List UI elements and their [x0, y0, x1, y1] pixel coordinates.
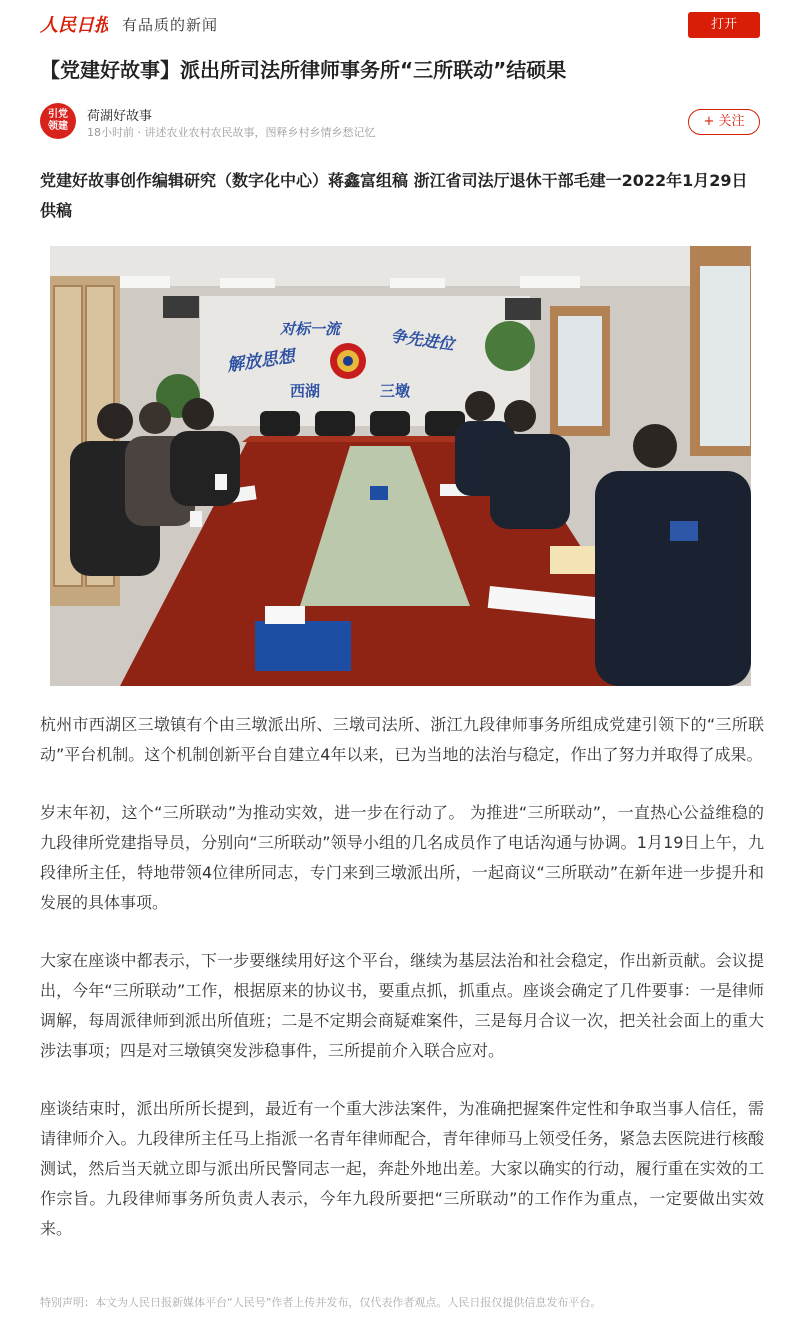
- article-title: 【党建好故事】派出所司法所律师事务所“三所联动”结硕果: [40, 58, 567, 82]
- banner-text-right: 争先进位: [389, 326, 456, 354]
- avatar-line-1: 引党: [48, 109, 68, 120]
- top-bar: [0, 0, 800, 50]
- banner-text-left: 解放思想: [225, 346, 297, 376]
- banner-text-middle: 对标一流: [280, 320, 341, 338]
- sign-sandun: 三墩: [380, 382, 411, 400]
- author-name[interactable]: 荷湖好故事: [87, 109, 153, 124]
- open-app-button[interactable]: 打开: [688, 12, 760, 38]
- avatar-line-2: 领建: [48, 121, 68, 132]
- author-avatar[interactable]: [40, 103, 76, 139]
- article-lead: 党建好故事创作编辑研究（数字化中心）蒋鑫富组稿 浙江省司法厅退休干部毛建一2022年1月29日 供稿: [40, 171, 748, 220]
- article-body: [40, 710, 764, 1272]
- svg-text:人民日报: 人民日报: [40, 15, 108, 36]
- disclaimer: 特别声明：本文为人民日报新媒体平台“人民号”作者上传并发布，仅代表作者观点。人民日报仅提供信息发布平台。: [40, 1296, 602, 1309]
- sign-xihu: 西湖: [290, 382, 321, 400]
- article-paragraph-4: 座谈结束时，派出所所长提到，最近有一个重大涉法案件，为准确把握案件定性和争取当事人信任，需请律师介入。九段律所主任马上指派一名青年律师配合，青年律师马上领受任务，紧急去医院进行核酸测试，然后当天就立即与派出所民警同志一起，奔赴外地出差。大家以确实的行动，履行重在实效的工作宗旨。九段律师事务所负责人表示，今年九段所要把“三所联动”的工作作为重点，一定要做出实效来。: [40, 1099, 764, 1238]
- people-daily-logo[interactable]: [40, 11, 108, 37]
- author-meta: 18小时前 · 讲述农业农村农民故事，图释乡村乡情乡愁记忆: [87, 126, 376, 139]
- meeting-photo: [50, 246, 751, 686]
- article-paragraph-2: 岁末年初，这个“三所联动”为推动实效，进一步在行动了。 为推进“三所联动”，一直热心公益维稳的九段律所党建指导员，分别向“三所联动”领导小组的几名成员作了电话沟通与协调。1月19日上午，九段律所主任，特地带领4位律所同志，专门来到三墩派出所，一起商议“三所联动”在新年进一步提升和发展的具体事项。: [40, 803, 764, 912]
- article-paragraph-1: 杭州市西湖区三墩镇有个由三墩派出所、三墩司法所、浙江九段律师事务所组成党建引领下的“三所联动”平台机制。这个机制创新平台自建立4年以来，已为当地的法治与稳定，作出了努力并取得了成果。: [40, 715, 764, 764]
- slogan: 有品质的新闻: [122, 16, 219, 34]
- author-row: [40, 103, 760, 143]
- article-paragraph-3: 大家在座谈中都表示，下一步要继续用好这个平台，继续为基层法治和社会稳定，作出新贡献。会议提出，今年“三所联动”工作，根据原来的协议书，要重点抓，抓重点。座谈会确定了几件要事：一是律师调解，每周派律师到派出所值班；二是不定期会商疑难案件，三是每月合议一次，把关社会面上的重大涉法事项；四是对三墩镇突发涉稳事件，三所提前介入联合应对。: [40, 951, 764, 1060]
- follow-button[interactable]: + 关注: [688, 109, 760, 135]
